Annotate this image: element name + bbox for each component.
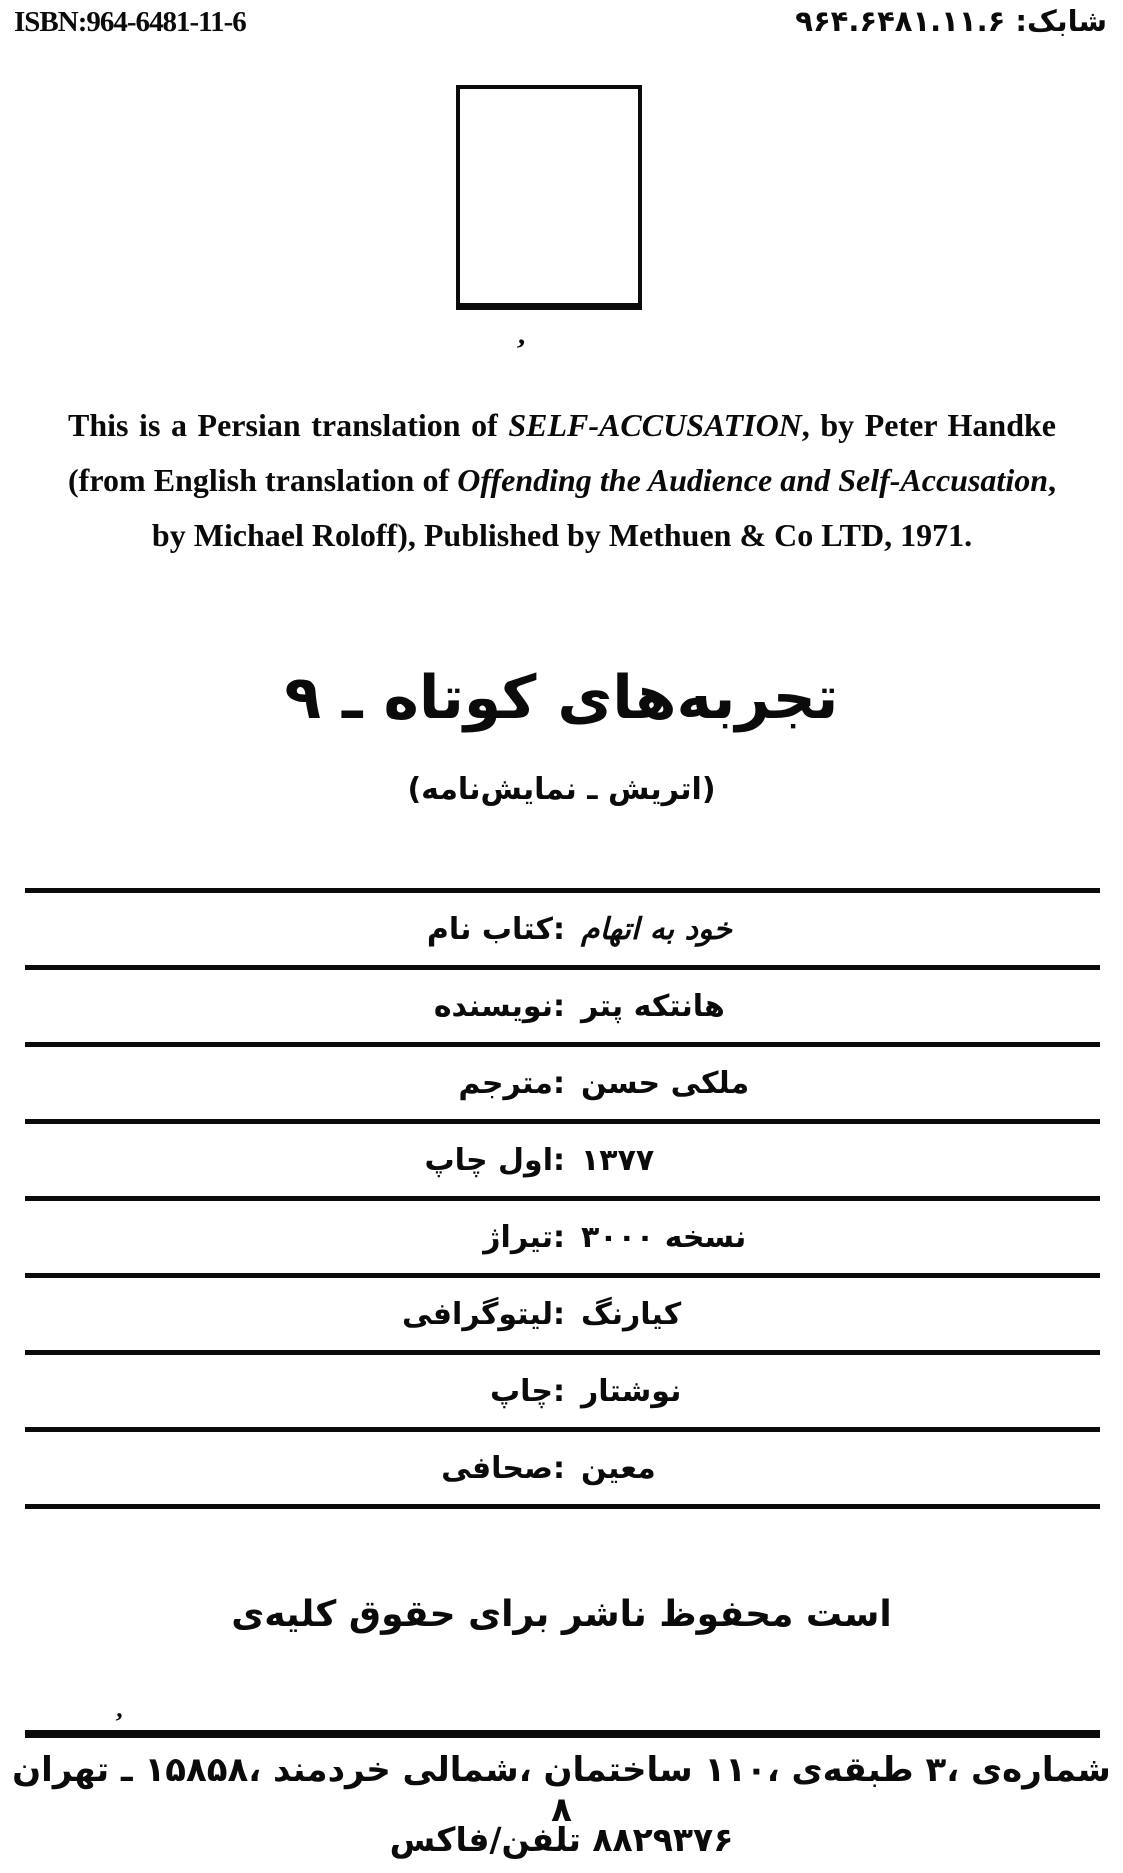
info-row-value: ۳۰۰۰ ‎نسخه (581, 1219, 747, 1255)
info-row (25, 1201, 1100, 1278)
info-row (25, 1047, 1100, 1124)
cover-placeholder-box (456, 85, 642, 310)
info-row (25, 970, 1100, 1047)
info-row (25, 1432, 1100, 1509)
footer-divider-rule (25, 1730, 1100, 1738)
series-title: تجربه‌های کوتاه ـ ۹ (284, 663, 839, 733)
info-row-label: نویسنده: (433, 988, 565, 1024)
info-row-value: پتر ‎هانتکه (581, 988, 725, 1024)
english-note-segment: Offending the Audience and Self-Accusation (457, 462, 1049, 498)
info-row-value: حسن ‎ملکی (581, 1065, 750, 1101)
info-row-label: صحافی: (441, 1450, 565, 1486)
scan-artifact-mark: ‚ (514, 317, 532, 352)
info-row-value: معین (581, 1450, 656, 1486)
info-row (25, 1278, 1100, 1355)
info-row-label: چاپ: (489, 1373, 565, 1409)
english-note (68, 398, 1056, 563)
english-note-segment: SELF-ACCUSATION (508, 407, 802, 443)
info-row-label: مترجم: (458, 1065, 565, 1101)
info-row (25, 1124, 1100, 1201)
english-note-segment: , by Michael Roloff), Published by Methuen & Co LTD, 1971. (151, 462, 1057, 553)
info-row-value: کیارنگ (581, 1296, 682, 1332)
info-table (25, 888, 1100, 1509)
rights-notice: کلیه‌ی ‎حقوق ‎برای ‎ناشر ‎محفوظ ‎است (231, 1594, 892, 1635)
info-row-label: لیتوگرافی: (402, 1296, 565, 1332)
info-row-label: چاپ ‎اول: (424, 1142, 565, 1178)
phone-fax-line: تلفن/فاکس ‎۸۸۲۹۳۷۶ (389, 1820, 734, 1859)
info-row-label: نام ‎کتاب: (426, 911, 565, 947)
isbn-persian: شابک: ۹۶۴.۶۴۸۱.۱۱.۶ (795, 4, 1107, 38)
info-row-value: اتهام ‎به ‎خود (581, 911, 732, 947)
series-subtitle: (نمایش‌نامه ‎ـ ‎اتریش) (407, 772, 716, 807)
scan-artifact-mark: ‚ (114, 1693, 127, 1724)
info-row (25, 893, 1100, 970)
english-note-segment: , by Peter Handke (from English translation of (68, 407, 1057, 498)
isbn-latin: ISBN:964-6481-11-6 (14, 6, 246, 38)
english-note-segment: This is a Persian translation of (68, 407, 509, 443)
info-row-value: ۱۳۷۷ (581, 1142, 655, 1178)
publisher-address: تهران ‎ـ ‎۱۵۸۵۸، ‎خردمند ‎شمالی، ‎ساختمان ‎۱۱۰، ‎طبقه‌ی ‎۳، ‎شماره‌ی ‎۸ (12, 1750, 1111, 1830)
info-row-label: تیراژ: (483, 1219, 565, 1255)
info-row (25, 1355, 1100, 1432)
info-row-value: نوشتار (581, 1373, 682, 1409)
